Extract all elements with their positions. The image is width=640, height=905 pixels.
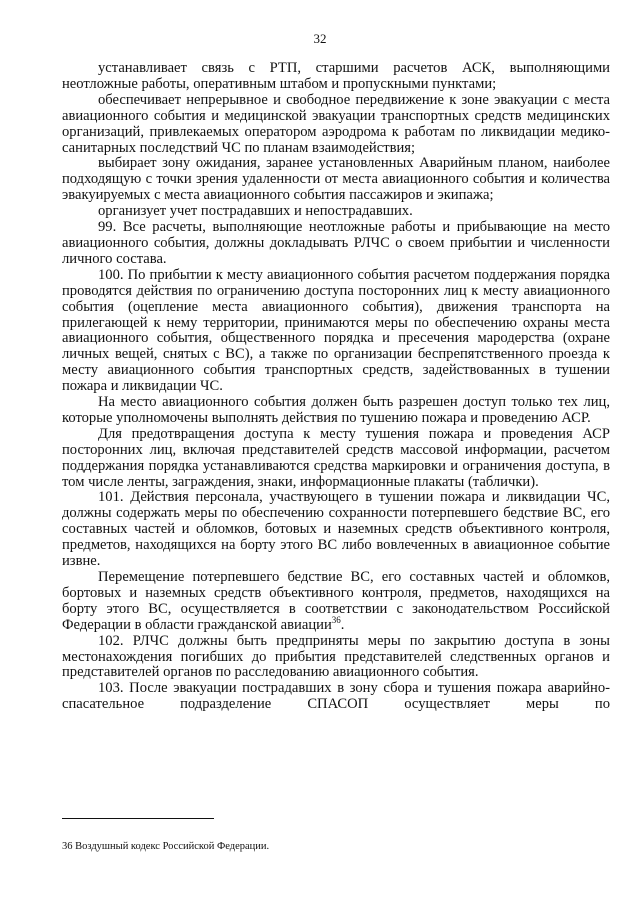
paragraph: организует учет пострадавших и непострадавших. bbox=[98, 203, 413, 220]
paragraph: обеспечивает непрерывное и свободное передвижение к зоне эвакуации с места авиационного события и медицинской эвакуации транспортных средств медицинских организаций, привлекаемых оператором аэродрома к работам по ликвидации медико-санитарных последствий ЧС по планам взаимодействия; bbox=[62, 91, 610, 156]
page-number: 32 bbox=[313, 31, 327, 46]
paragraph-end-punctuation: . bbox=[340, 616, 345, 633]
paragraph: устанавливает связь с РТП, старшими расчетов АСК, выполняющими неотложные работы, оперативным штабом и пропускными пунктами; bbox=[62, 60, 610, 92]
paragraph: 102. РЛЧС должны быть предприняты меры по закрытию доступа в зоны местонахождения погибших до прибытия представителей следственных органов и представителей органов по расследованию авиационного события. bbox=[62, 632, 610, 681]
paragraph: 99. Все расчеты, выполняющие неотложные работы и прибывающие на место авиационного события, должны докладывать РЛЧС о своем прибытии и численности личного состава. bbox=[62, 219, 610, 267]
footnote: 36 Воздушный кодекс Российской Федерации. bbox=[62, 841, 270, 852]
paragraph: Для предотвращения доступа к месту тушения пожара и проведения АСР посторонних лиц, включая представителей средств массовой информации, расчетом поддержания порядка устанавливаются средства маркировки и ограничения доступа, в том числе ленты, заграждения, знаки, информационные плакаты (таблички). bbox=[62, 425, 610, 490]
paragraph: 101. Действия персонала, участвующего в тушении пожара и ликвидации ЧС, должны содержать меры по обеспечению сохранности потерпевшего бедствие ВС, его составных частей и обломков, ботовых и наземных средств объективного контроля, предметов, находящихся на борту этого ВС либо вовлеченных в авиационное событие извне. bbox=[62, 489, 610, 570]
footnote-divider bbox=[62, 818, 214, 819]
paragraph-text: Перемещение потерпевшего бедствие ВС, его составных частей и обломков, бортовых и наземных средств объективного контроля, предметов, находящихся на борту этого ВС, осуществляется в соответствии с законодательством Российской Федерации в области гражданской авиации bbox=[62, 569, 610, 633]
paragraph-with-footnote bbox=[62, 570, 610, 634]
footnote-reference: 36 bbox=[331, 614, 341, 625]
body-text bbox=[62, 61, 610, 713]
paragraph: выбирает зону ожидания, заранее установленных Аварийным планом, наиболее подходящую с точки зрения удаленности от места авиационного события и количества эвакуируемых с места авиационного события пассажиров и экипажа; bbox=[62, 155, 610, 204]
paragraph: На место авиационного события должен быть разрешен доступ только тех лиц, которые уполномочены выполнять действия по тушению пожара и проведению АСР. bbox=[62, 394, 610, 426]
paragraph: 103. После эвакуации пострадавших в зону сбора и тушения пожара аварийно-спасательное подразделение СПАСОП осуществляет меры по bbox=[62, 680, 610, 713]
paragraph: 100. По прибытии к месту авиационного события расчетом поддержания порядка проводятся действия по ограничению доступа посторонних лиц к месту авиационного события (оцепление места авиационного события), движения транспорта на прилегающей к нему территории, принимаются меры по обеспечению охраны места авиационного события, общественного порядка и пресечения мародерства (охране личных вещей, снятых с ВС), а также по организации беспрепятственного проезда к месту авиационного события транспортных средств, задействованных в тушении пожара и ликвидации ЧС. bbox=[62, 266, 610, 395]
